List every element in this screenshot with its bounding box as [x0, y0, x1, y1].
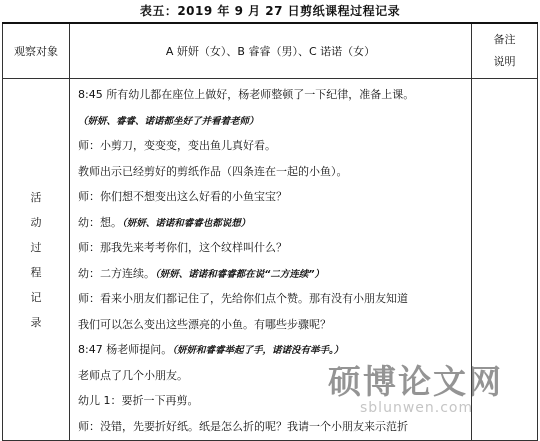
subjects-header: A 妍妍（女）、B 睿睿（男）、C 诺诺（女）: [70, 23, 472, 79]
record-line: 老师点了几个小朋友。: [78, 368, 188, 382]
side-char: 程: [30, 265, 42, 279]
record-line: 师：看来小朋友们都记住了，先给你们点个赞。那有没有小朋友知道: [78, 292, 408, 305]
record-line: （妍妍、睿睿、诺诺都坐好了并看着老师）: [78, 115, 259, 127]
table-title: 表五：2019 年 9 月 27 日剪纸课程过程记录: [139, 4, 401, 18]
record-line: 幼儿 1：要折一下再剪。: [78, 394, 199, 407]
record-line: 幼：想。（妍妍、诺诺和睿睿也都说想）: [78, 215, 251, 229]
side-char: 录: [30, 315, 42, 329]
note-header-line2: 说明: [493, 55, 516, 68]
side-char: 活: [30, 190, 42, 204]
side-char: 记: [30, 290, 42, 304]
observe-header: 观察对象: [3, 23, 70, 79]
record-line: 师：小剪刀，变变变，变出鱼儿真好看。: [78, 139, 276, 152]
record-line: 师：那我先来考考你们，这个纹样叫什么？: [78, 241, 287, 254]
record-line: 师：没错，先要折好纸。纸是怎么折的呢？我请一个小朋友来示范折: [78, 419, 408, 433]
record-line: 教师出示已经剪好的剪纸作品（四条连在一起的小鱼）。: [78, 164, 348, 178]
record-line: 师：你们想不想变出这么好看的小鱼宝宝？: [78, 190, 287, 203]
watermark-text: 硕博论文网: [328, 362, 503, 401]
note-header: [472, 23, 538, 79]
record-line: 我们可以怎么变出这些漂亮的小鱼。有哪些步骤呢？: [78, 317, 331, 331]
record-line: 幼：二方连续。（妍妍、诺诺和睿睿都在说“二方连续”）: [78, 266, 324, 280]
record-line: 8:45 所有幼儿都在座位上做好，杨老师整顿了一下纪律，准备上课。: [78, 88, 415, 101]
watermark-url: sblunwen.com: [360, 400, 474, 416]
side-char: 过: [30, 240, 42, 254]
note-header-line1: 备注: [493, 33, 516, 46]
side-char: 动: [30, 215, 42, 229]
header-row: [3, 23, 538, 79]
activity-record-label: [3, 79, 70, 441]
record-line: 8:47 杨老师提问。（妍妍和睿睿举起了手，诺诺没有举手。）: [78, 343, 344, 356]
